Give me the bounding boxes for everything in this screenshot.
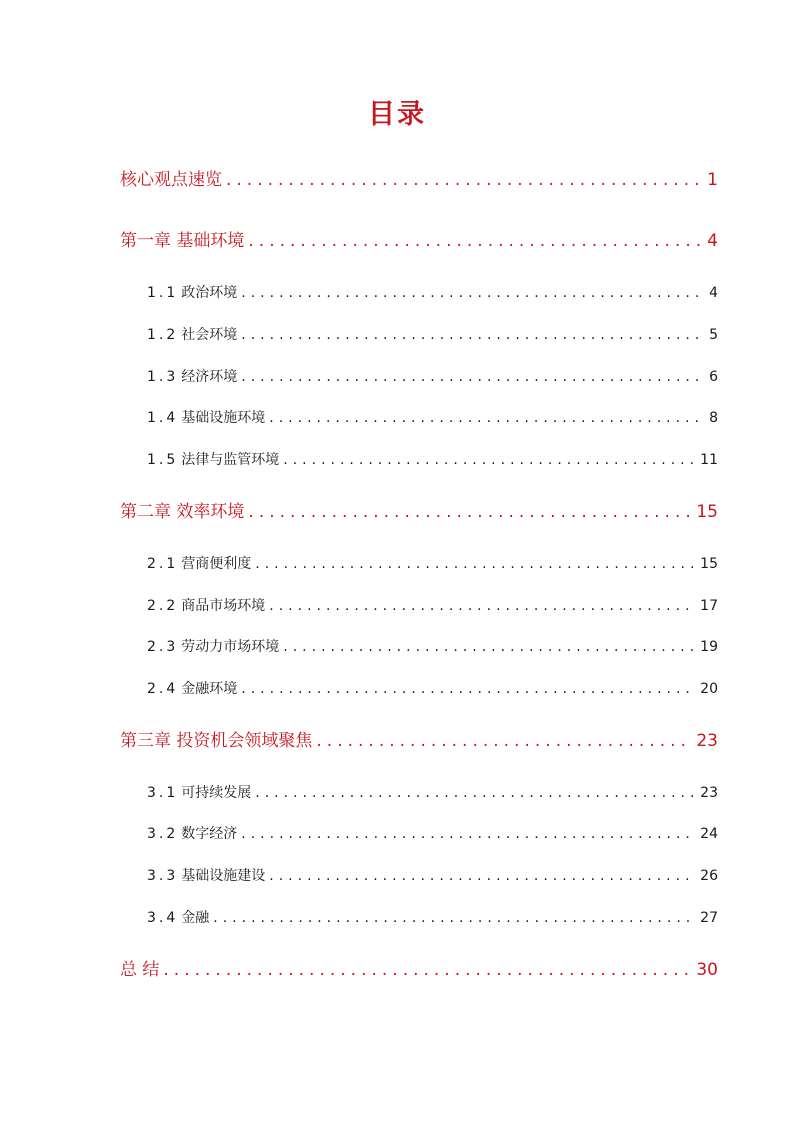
toc-section-entry[interactable] [147,866,718,886]
toc-page-number: 17 [700,598,718,614]
toc-dot-leader [241,367,705,387]
toc-entry-title [147,596,265,616]
toc-entry-number: 2.2 [147,598,179,614]
toc-dot-leader [283,637,696,657]
toc-dot-leader [226,168,703,192]
toc-entry-title [147,367,237,387]
toc-page-number: 8 [709,410,718,426]
toc-page-number: 19 [700,639,718,655]
toc-dot-leader [163,958,692,982]
toc-chapter-entry[interactable] [120,958,718,982]
toc-entry-number: 3.2 [147,826,179,842]
toc-entry-label: 可持续发展 [181,785,252,801]
toc-entry-number: 1.2 [147,327,179,343]
toc-dot-leader [241,325,705,345]
toc-page-number: 1 [707,170,718,190]
toc-dot-leader [316,729,692,753]
toc-dot-leader [269,596,696,616]
toc-entry-number: 1.4 [147,410,179,426]
toc-entry-label: 数字经济 [181,826,238,842]
toc-dot-leader [241,679,696,699]
toc-entry-label: 商品市场环境 [181,598,266,614]
toc-entry-title [147,824,237,844]
toc-chapter-entry[interactable] [120,168,718,192]
toc-section-entry[interactable] [147,554,718,574]
toc-entry-title [147,866,265,886]
toc-entry-number: 2.4 [147,681,179,697]
toc-dot-leader [241,283,705,303]
toc-entry-title [147,408,265,428]
toc-section-entry[interactable] [147,679,718,699]
toc-section-entry[interactable] [147,637,718,657]
toc-entry-label: 基础设施建设 [181,868,266,884]
toc-entry-title [120,168,222,192]
toc-entry-label: 经济环境 [181,369,238,385]
toc-entry-title [120,958,159,982]
toc-entry-label: 核心观点速览 [120,170,222,190]
toc-section-entry[interactable] [147,824,718,844]
toc-entry-label: 总 结 [120,960,160,980]
toc-page-number: 24 [700,826,718,842]
toc-page-number: 27 [700,910,718,926]
toc-chapter-entry[interactable] [120,729,718,753]
toc-section-entry[interactable] [147,408,718,428]
toc-dot-leader [269,408,705,428]
toc-page-number: 30 [696,960,718,980]
toc-entry-label: 营商便利度 [181,556,252,572]
toc-dot-leader [269,866,696,886]
toc-dot-leader [213,908,696,928]
toc-dot-leader [255,783,696,803]
toc-page-number: 5 [709,327,718,343]
toc-entry-title [147,554,251,574]
toc-entry-label: 基础设施环境 [181,410,266,426]
toc-entry-number: 3.4 [147,910,179,926]
toc-entry-label: 法律与监管环境 [181,452,280,468]
toc-page-number: 23 [696,731,718,751]
toc-entry-title [120,229,244,253]
toc-entry-label: 社会环境 [181,327,238,343]
toc-entry-title [120,500,244,524]
toc-entry-label: 政治环境 [181,285,238,301]
toc-section-entry[interactable] [147,283,718,303]
toc-entry-label: 金融 [181,910,210,926]
toc-entry-label: 第三章 投资机会领域聚焦 [120,731,313,751]
toc-page-number: 4 [707,231,718,251]
toc-page-number: 20 [700,681,718,697]
toc-entry-number: 1.3 [147,369,179,385]
toc-entry-label: 第二章 效率环境 [120,502,245,522]
toc-dot-leader [283,450,696,470]
toc-entry-number: 3.1 [147,785,179,801]
toc-section-entry[interactable] [147,596,718,616]
toc-page-number: 4 [709,285,718,301]
toc-chapter-entry[interactable] [120,229,718,253]
toc-dot-leader [255,554,696,574]
toc-entry-label: 劳动力市场环境 [181,639,280,655]
toc-entry-number: 2.1 [147,556,179,572]
toc-entry-title [147,783,251,803]
toc-dot-leader [248,229,703,253]
toc-entry-label: 第一章 基础环境 [120,231,245,251]
page-title: 目录 [368,99,426,130]
toc-page-number: 15 [696,502,718,522]
toc-chapter-entry[interactable] [120,500,718,524]
toc-page-number: 15 [700,556,718,572]
toc-entry-title [147,325,237,345]
toc-entry-number: 1.1 [147,285,179,301]
toc-page-number: 26 [700,868,718,884]
toc-section-entry[interactable] [147,783,718,803]
toc-section-entry[interactable] [147,325,718,345]
toc-dot-leader [248,500,692,524]
toc-entry-number: 2.3 [147,639,179,655]
toc-section-entry[interactable] [147,908,718,928]
toc-section-entry[interactable] [147,367,718,387]
toc-page-number: 6 [709,369,718,385]
toc-entry-label: 金融环境 [181,681,238,697]
toc-entry-title [147,637,279,657]
toc-entry-title [147,908,209,928]
toc-entry-number: 1.5 [147,452,179,468]
toc-entry-title [147,283,237,303]
toc-page-number: 23 [700,785,718,801]
toc-dot-leader [241,824,696,844]
toc-section-entry[interactable] [147,450,718,470]
toc-entry-number: 3.3 [147,868,179,884]
toc-entry-title [147,679,237,699]
toc-entry-title [120,729,312,753]
toc-page-number: 11 [700,452,718,468]
toc-entry-title [147,450,279,470]
